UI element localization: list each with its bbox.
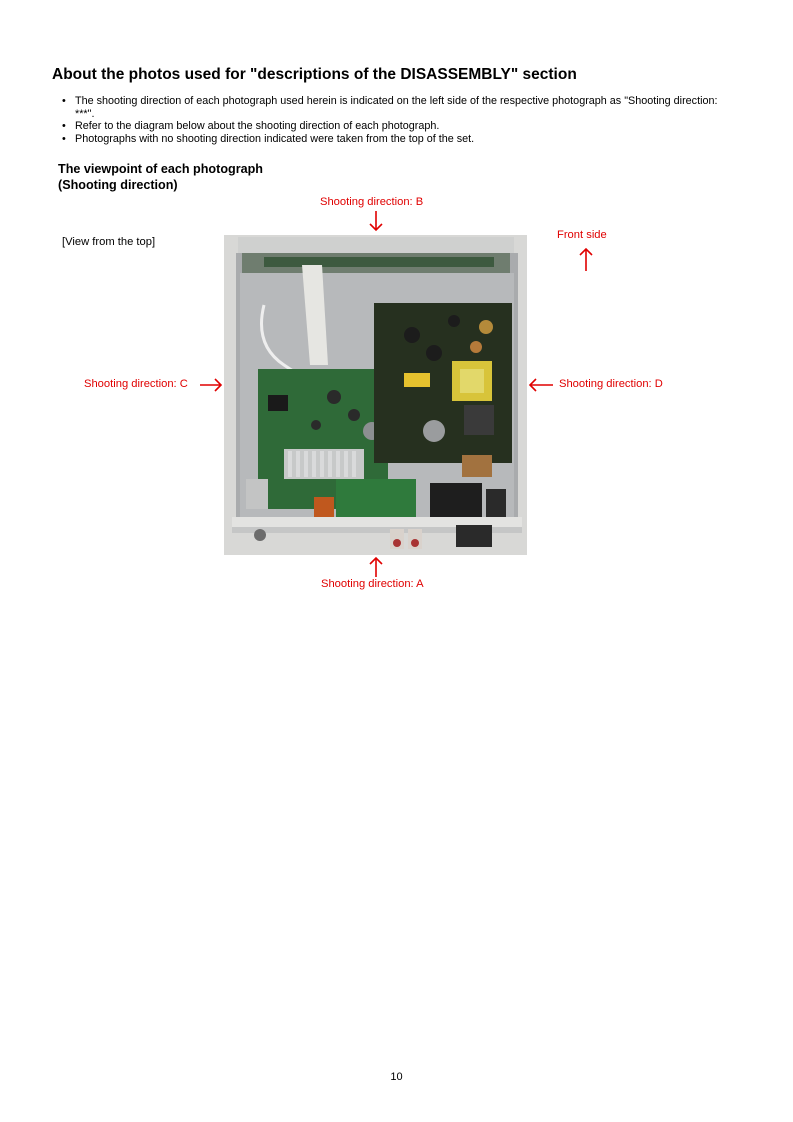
arrow-up-icon <box>368 556 384 578</box>
bullet-text: The shooting direction of each photograph used herein is indicated on the left side of the respective photograph as "Shooting direction: ***". <box>75 95 718 120</box>
arrow-right-icon <box>199 377 223 393</box>
bullet-list <box>62 95 725 145</box>
diagram-heading-line2: (Shooting direction) <box>58 177 178 192</box>
direction-d-label: Shooting direction: D <box>559 378 663 390</box>
list-item <box>62 120 725 133</box>
front-side-label: Front side <box>557 229 607 241</box>
diagram-heading-line1: The viewpoint of each photograph <box>58 162 263 176</box>
direction-c-label: Shooting direction: C <box>84 378 188 390</box>
direction-a-label: Shooting direction: A <box>321 578 424 590</box>
top-view-photo <box>224 235 527 555</box>
page-title: About the photos used for "descriptions of the DISASSEMBLY" section <box>52 66 577 83</box>
page-number: 10 <box>390 1071 403 1083</box>
bullet-dot: • <box>62 120 66 133</box>
arrow-up-icon <box>578 246 594 272</box>
arrow-down-icon <box>368 210 384 232</box>
bullet-text: Photographs with no shooting direction indicated were taken from the top of the set. <box>75 132 475 145</box>
bullet-dot: • <box>62 132 66 145</box>
list-item <box>62 95 725 120</box>
direction-b-label: Shooting direction: B <box>320 196 424 208</box>
diagram-heading <box>58 162 263 193</box>
arrow-left-icon <box>528 377 554 393</box>
view-from-top-label: [View from the top] <box>62 236 156 248</box>
bullet-dot: • <box>62 95 66 107</box>
bullet-text: Refer to the diagram below about the shooting direction of each photograph. <box>75 120 440 133</box>
list-item <box>62 133 725 146</box>
